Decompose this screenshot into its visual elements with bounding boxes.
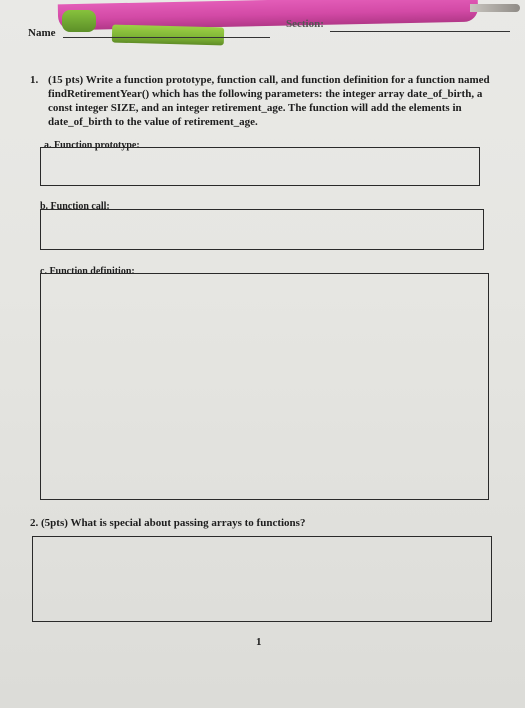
green-pen-clip xyxy=(62,10,96,32)
function-definition-answer-box[interactable] xyxy=(40,273,489,500)
question-1-text: (15 pts) Write a function prototype, function call, and function definition for a function named findRetirementYear() which has the following parameters: the integer array date_of_birth, a const integer SIZE, and an integer retirement_age. The function will add the elements in date_of_birth to the value of retirement_age. xyxy=(48,74,490,128)
pen-tip xyxy=(470,4,520,12)
part-c-label: c. Function definition: xyxy=(40,266,135,277)
name-label: Name xyxy=(28,27,56,39)
question-2-answer-box[interactable] xyxy=(32,536,492,622)
prototype-answer-box[interactable] xyxy=(40,147,480,186)
question-1-number: 1. xyxy=(30,74,39,86)
section-field-line[interactable] xyxy=(330,31,510,32)
question-1 xyxy=(30,73,506,129)
name-field-line[interactable] xyxy=(63,37,270,38)
part-b-label: b. Function call: xyxy=(40,201,110,212)
function-call-answer-box[interactable] xyxy=(40,209,484,250)
question-2-text: 2. (5pts) What is special about passing arrays to functions? xyxy=(30,517,306,529)
page-number: 1 xyxy=(256,636,262,648)
green-pen xyxy=(112,25,224,46)
section-label: Section: xyxy=(286,18,324,30)
part-a-label: a. Function prototype: xyxy=(44,140,140,151)
